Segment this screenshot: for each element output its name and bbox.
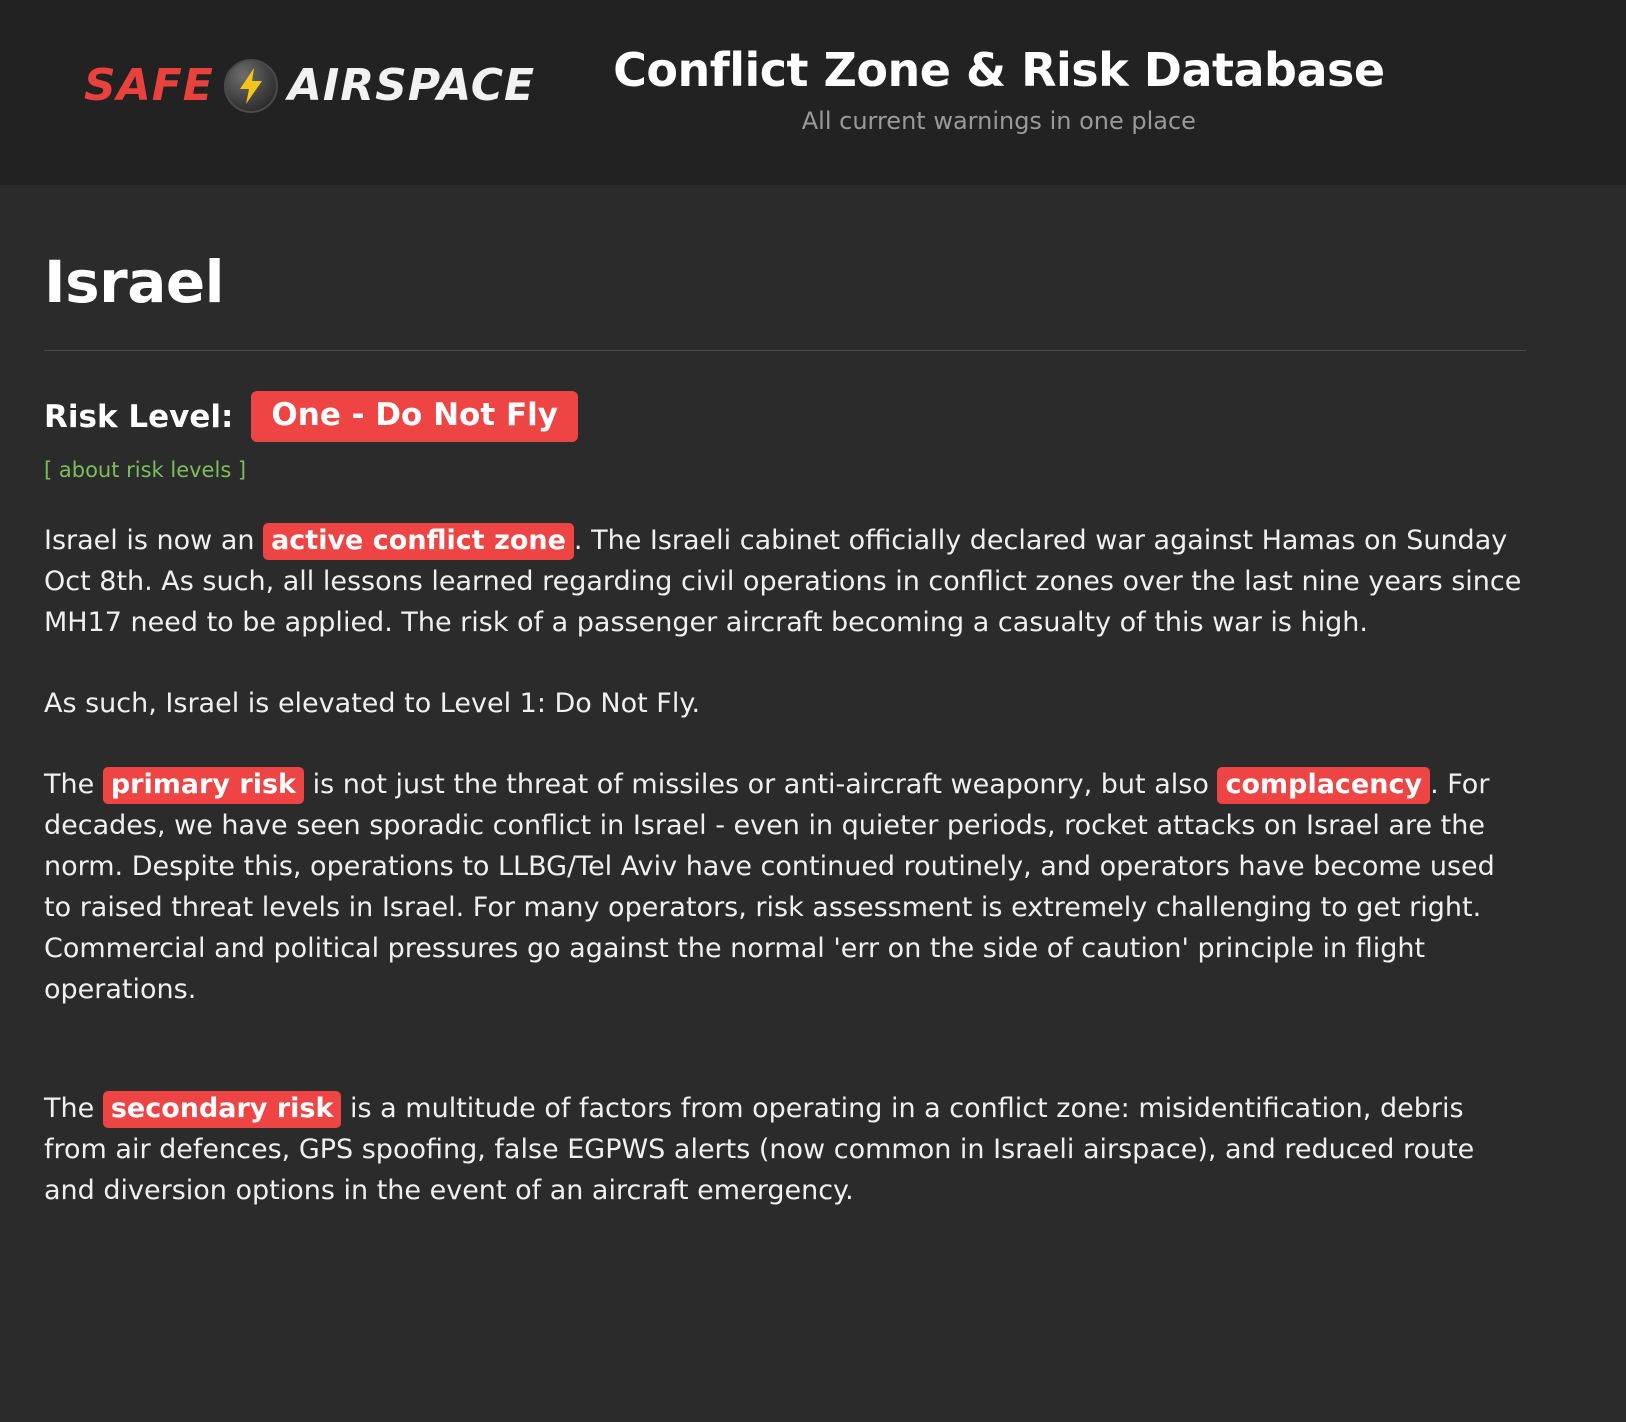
safe-airspace-logo[interactable]	[84, 59, 535, 113]
status-badge: One - Do Not Fly	[251, 391, 578, 442]
paragraph-3-part-b: is not just the threat of missiles or anti-aircraft weaponry, but also	[303, 769, 1218, 801]
highlight-secondary-risk: secondary risk	[103, 1091, 342, 1128]
risk-level-label: Risk Level:	[44, 398, 234, 435]
paragraph-3-part-c: . For decades, we have seen sporadic conflict in Israel - even in quieter periods, rocket attacks on Israel are the norm. Despite this, operations to LLBG/Tel Aviv have continued routinely, and operators have become used to raised threat levels in Israel. For many operators, risk assessment is extremely challenging to get right. Commercial and political pressures go against the normal 'err on the side of caution' principle in flight operations.	[44, 769, 1495, 1006]
paragraph-2-text: As such, Israel is elevated to Level 1: Do Not Fly.	[44, 688, 701, 720]
paragraph-active-conflict-zone	[44, 520, 1526, 643]
header-title: Conflict Zone & Risk Database	[613, 43, 1385, 98]
highlight-primary-risk: primary risk	[103, 767, 304, 804]
page-title: Israel	[44, 248, 225, 316]
highlight-complacency: complacency	[1217, 767, 1430, 804]
header-title-group	[613, 44, 1384, 135]
paragraph-1-part-a: Israel is now an	[44, 525, 264, 557]
paragraph-1-part-b: . The Israeli cabinet officially declared war against Hamas on Sunday Oct 8th. As such, all lessons learned regarding civil operations in conflict zones over the last nine years since MH17 need to be applied. The risk of a passenger aircraft becoming a casualty of this war is high.	[44, 525, 1522, 639]
risk-level-row	[44, 391, 1526, 442]
logo-safe-text: SAFE	[84, 60, 214, 111]
site-header	[0, 0, 1626, 186]
paragraph-primary-risk	[44, 764, 1526, 1010]
paragraph-4-part-b: is a multitude of factors from operating in a conflict zone: misidentification, debris from air defences, GPS spoofing, false EGPWS alerts (now common in Israeli airspace), and reduced route and diversion options in the event of an aircraft emergency.	[44, 1093, 1475, 1207]
paragraph-secondary-risk	[44, 1088, 1526, 1211]
paragraph-3-part-a: The	[44, 769, 103, 801]
about-risk-levels-link[interactable]: [ about risk levels ]	[44, 458, 247, 483]
header-subtitle: All current warnings in one place	[801, 106, 1196, 135]
lightning-bolt-icon	[224, 59, 278, 113]
highlight-active-conflict-zone: active conflict zone	[263, 523, 574, 560]
main-content	[0, 186, 1626, 1294]
paragraph-4-part-a: The	[44, 1093, 103, 1125]
paragraph-level-elevation	[44, 683, 1526, 724]
logo-airspace-text: AIRSPACE	[287, 60, 536, 111]
title-divider	[44, 350, 1526, 351]
